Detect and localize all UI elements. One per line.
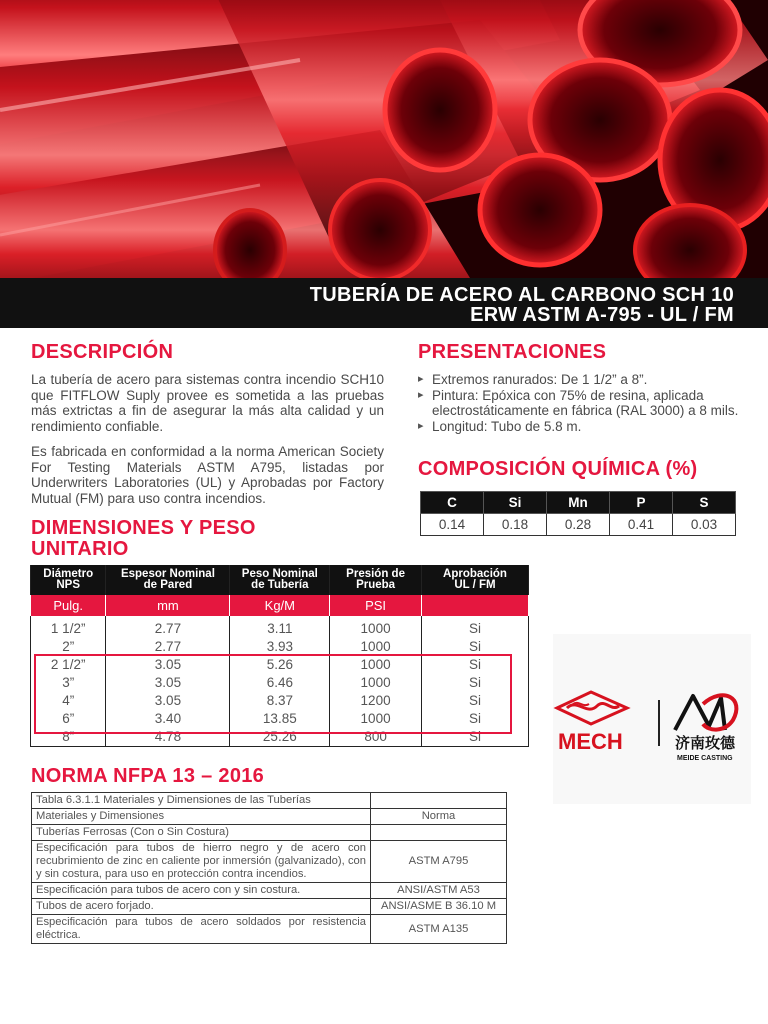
dimensiones-unit-cell: Kg/M	[230, 595, 330, 616]
cell-peso: 3.93	[230, 638, 330, 656]
nfpa-cell: Tuberías Ferrosas (Con o Sin Costura)	[32, 825, 371, 841]
cell-aprobacion: Si	[421, 674, 528, 692]
nfpa-cell: ASTM A795	[371, 841, 507, 883]
dimensiones-header-cell: Presión de Prueba	[330, 565, 422, 595]
dimensiones-heading-line-1: DIMENSIONES Y PESO	[31, 517, 256, 539]
nfpa-cell: Norma	[371, 809, 507, 825]
highlight-box	[34, 654, 512, 734]
cell-presion: 1000	[330, 674, 422, 692]
cell-presion: 1000	[330, 638, 422, 656]
cell-peso: 3.11	[230, 620, 330, 638]
mech-logo-text: MECH	[558, 729, 623, 754]
cell-peso: 6.46	[230, 674, 330, 692]
cell-nps: 8”	[31, 728, 106, 747]
nfpa-cell: Especificación para tubos de hierro negro y de acero con recubrimiento de zinc en caliente por inmersión (galvanizado), con y sin costura, para uso en protección contra incendios.	[32, 841, 371, 883]
cell-espesor: 2.77	[106, 638, 230, 656]
cell-peso: 5.26	[230, 656, 330, 674]
descripcion-heading: DESCRIPCIÓN	[31, 341, 174, 363]
dimensiones-heading	[31, 518, 256, 560]
cell-presion: 1000	[330, 620, 422, 638]
meide-logo-icon	[675, 695, 736, 730]
cell-presion: 1000	[330, 710, 422, 728]
logos-area	[553, 634, 751, 804]
cell-aprobacion: Si	[421, 728, 528, 747]
cell-nps: 1 1/2”	[31, 620, 106, 638]
descripcion-paragraph-1: La tubería de acero para sistemas contra incendio SCH10 que FITFLOW Suply provee es sometida a las pruebas más extrictas a fin de asegurar la más alta calidad y un rendimiento confiable.	[31, 372, 384, 434]
title-line-2: ERW ASTM A-795 - UL / FM	[470, 304, 734, 326]
nfpa-cell: ASTM A135	[371, 915, 507, 944]
nfpa-heading: NORMA NFPA 13 – 2016	[31, 765, 265, 787]
cell-nps: 4”	[31, 692, 106, 710]
composicion-value-cell: 0.14	[421, 514, 484, 536]
nfpa-cell: ANSI/ASME B 36.10 M	[371, 899, 507, 915]
composicion-value-cell: 0.41	[610, 514, 673, 536]
composicion-header-row	[421, 492, 736, 514]
cell-aprobacion: Si	[421, 638, 528, 656]
cell-peso: 13.85	[230, 710, 330, 728]
dimensiones-header-cell: Aprobación UL / FM	[421, 565, 528, 595]
table-row	[32, 825, 507, 841]
cell-presion: 800	[330, 728, 422, 747]
nfpa-cell: Especificación para tubos de acero soldados por resistencia eléctrica.	[32, 915, 371, 944]
nfpa-cell: Materiales y Dimensiones	[32, 809, 371, 825]
cell-aprobacion: Si	[421, 710, 528, 728]
dimensiones-units-row	[31, 595, 529, 616]
nfpa-cell	[371, 793, 507, 809]
composicion-header-cell: Mn	[547, 492, 610, 514]
presentaciones-item: ▸ Longitud: Tubo de 5.8 m.	[418, 419, 748, 435]
composicion-header-cell: Si	[484, 492, 547, 514]
cell-espesor: 2.77	[106, 620, 230, 638]
nfpa-cell: ANSI/ASTM A53	[371, 883, 507, 899]
composicion-value-cell: 0.18	[484, 514, 547, 536]
dimensiones-unit-cell	[421, 595, 528, 616]
presentaciones-heading: PRESENTACIONES	[418, 341, 607, 363]
composicion-value-cell: 0.28	[547, 514, 610, 536]
composicion-header-cell: P	[610, 492, 673, 514]
nfpa-cell: Tabla 6.3.1.1 Materiales y Dimensiones de las Tuberías	[32, 793, 371, 809]
dimensiones-header-row	[31, 565, 529, 595]
descripcion-paragraph-2: Es fabricada en conformidad a la norma American Society For Testing Materials ASTM A795, listadas por Underwriters Laboratories (UL) y Aprobadas por Factory Mutual (FM) para uso contra incendios.	[31, 444, 384, 506]
cell-espesor: 3.05	[106, 674, 230, 692]
composicion-table	[420, 491, 736, 536]
dimensiones-header-cell: Espesor Nominal de Pared	[106, 565, 230, 595]
dimensiones-unit-cell: mm	[106, 595, 230, 616]
cell-espesor: 3.05	[106, 692, 230, 710]
composicion-value-row	[421, 514, 736, 536]
composicion-header-cell: C	[421, 492, 484, 514]
cell-nps: 6”	[31, 710, 106, 728]
cell-nps: 2 1/2”	[31, 656, 106, 674]
table-row	[31, 620, 529, 638]
cell-aprobacion: Si	[421, 656, 528, 674]
table-row	[32, 883, 507, 899]
nfpa-table	[31, 792, 507, 944]
mech-logo-icon	[557, 692, 627, 724]
title-line-1: TUBERÍA DE ACERO AL CARBONO SCH 10	[309, 284, 734, 306]
table-row	[32, 899, 507, 915]
nfpa-cell: Tubos de acero forjado.	[32, 899, 371, 915]
presentaciones-item: ▸ Pintura: Epóxica con 75% de resina, aplicada electrostáticamente en fábrica (RAL 3000) a 8 mils.	[418, 388, 748, 419]
cell-espesor: 3.05	[106, 656, 230, 674]
nfpa-cell: Especificación para tubos de acero con y sin costura.	[32, 883, 371, 899]
cell-presion: 1000	[330, 656, 422, 674]
composicion-heading: COMPOSICIÓN QUÍMICA (%)	[418, 458, 698, 480]
composicion-header-cell: S	[673, 492, 736, 514]
title-banner	[0, 278, 768, 328]
cell-nps: 3”	[31, 674, 106, 692]
table-row	[32, 793, 507, 809]
cell-aprobacion: Si	[421, 620, 528, 638]
presentaciones-item: ▸ Extremos ranurados: De 1 1/2” a 8”.	[418, 372, 748, 388]
dimensiones-unit-cell: PSI	[330, 595, 422, 616]
composicion-value-cell: 0.03	[673, 514, 736, 536]
dimensiones-header-cell: Diámetro NPS	[31, 565, 106, 595]
dimensiones-header-cell: Peso Nominal de Tubería	[230, 565, 330, 595]
cell-espesor: 4.78	[106, 728, 230, 747]
cell-peso: 8.37	[230, 692, 330, 710]
cell-espesor: 3.40	[106, 710, 230, 728]
cell-peso: 25.26	[230, 728, 330, 747]
table-row	[32, 809, 507, 825]
cell-nps: 2”	[31, 638, 106, 656]
table-row	[32, 915, 507, 944]
nfpa-cell	[371, 825, 507, 841]
meide-logo-en-text: MEIDE CASTING	[677, 755, 733, 762]
dimensiones-heading-line-2: UNITARIO	[31, 538, 129, 560]
cell-presion: 1200	[330, 692, 422, 710]
meide-logo-cn-text: 济南玫德	[675, 734, 736, 752]
table-row	[32, 841, 507, 883]
cell-aprobacion: Si	[421, 692, 528, 710]
dimensiones-unit-cell: Pulg.	[31, 595, 106, 616]
presentaciones-list	[418, 372, 748, 434]
